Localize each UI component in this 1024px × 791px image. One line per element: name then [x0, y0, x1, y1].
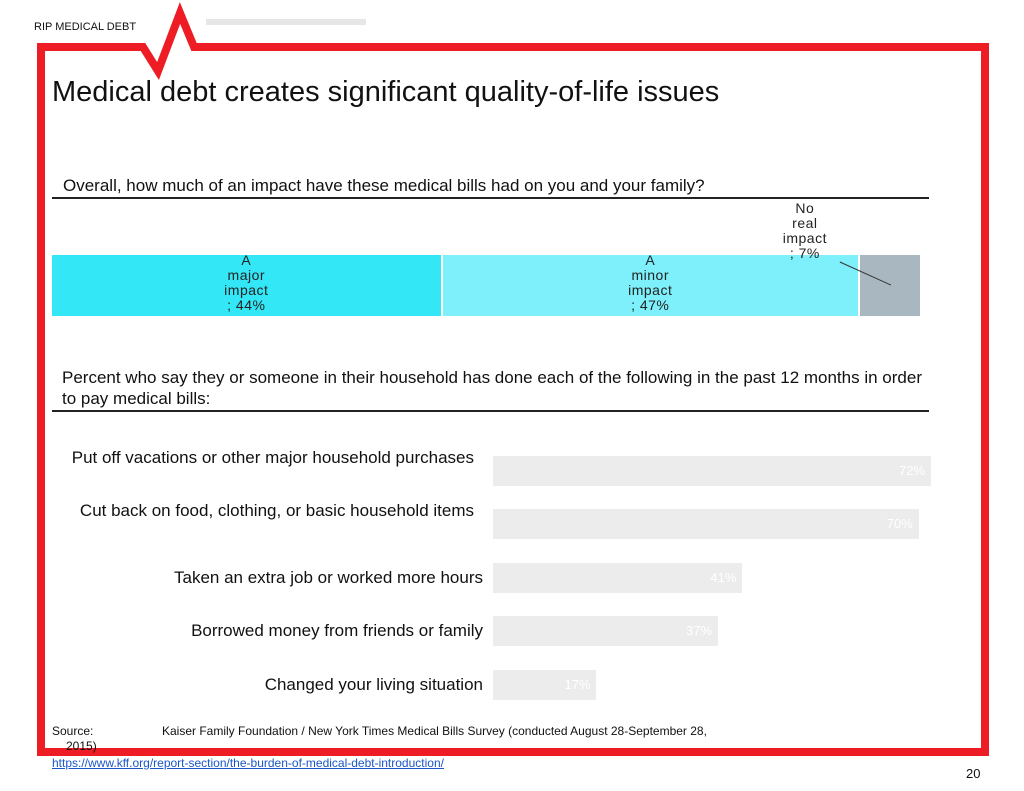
- impact-label-line: A: [645, 252, 656, 268]
- action-category-label: Put off vacations or other major household purchases: [71, 448, 474, 467]
- action-category-label: Cut back on food, clothing, or basic household items: [79, 501, 474, 521]
- impact-label-line: real: [792, 215, 818, 231]
- action-bar-value: 37%: [686, 623, 713, 639]
- impact-label-line: impact: [224, 282, 269, 298]
- impact-label-line: ; 7%: [789, 245, 820, 261]
- impact-label-line: ; 47%: [631, 297, 670, 313]
- impact-label-line: ; 44%: [227, 297, 266, 313]
- source-label: Source:: [52, 724, 94, 738]
- action-bar: [493, 456, 931, 486]
- impact-question: Overall, how much of an impact have these medical bills had on you and your family?: [63, 176, 705, 195]
- impact-segment-label-2: [770, 201, 840, 261]
- action-bar-value: 17%: [564, 676, 591, 692]
- brand-label: RIP MEDICAL DEBT: [34, 21, 137, 33]
- source-link[interactable]: https://www.kff.org/report-section/the-burden-of-medical-debt-introduction/: [52, 756, 444, 770]
- impact-label-line: impact: [782, 230, 827, 246]
- question-divider-2: [52, 410, 929, 412]
- impact-label-line: No: [795, 200, 815, 216]
- page-title: Medical debt creates significant quality-of-life issues: [52, 76, 720, 108]
- action-category-label: Taken an extra job or worked more hours: [174, 567, 483, 587]
- action-bar-value: 72%: [898, 463, 925, 478]
- actions-question: Percent who say they or someone in their household has done each of the following in the past 12 months in order to pay medical bills:: [62, 368, 922, 408]
- impact-label-line: impact: [628, 282, 673, 298]
- impact-label-line: major: [227, 267, 266, 283]
- page-number: 20: [966, 766, 981, 781]
- impact-label-line: A: [241, 252, 252, 268]
- action-bar-value: 41%: [710, 569, 737, 585]
- impact-label-line: minor: [631, 267, 669, 283]
- action-category-label: Changed your living situation: [264, 674, 483, 694]
- source-text: Kaiser Family Foundation / New York Times Medical Bills Survey (conducted August 28-September 28,: [162, 724, 707, 738]
- action-bar-value: 70%: [886, 516, 913, 532]
- source-text-continued: 2015): [66, 739, 97, 753]
- action-category-label: Borrowed money from friends or family: [191, 621, 483, 641]
- action-bar: [493, 509, 919, 539]
